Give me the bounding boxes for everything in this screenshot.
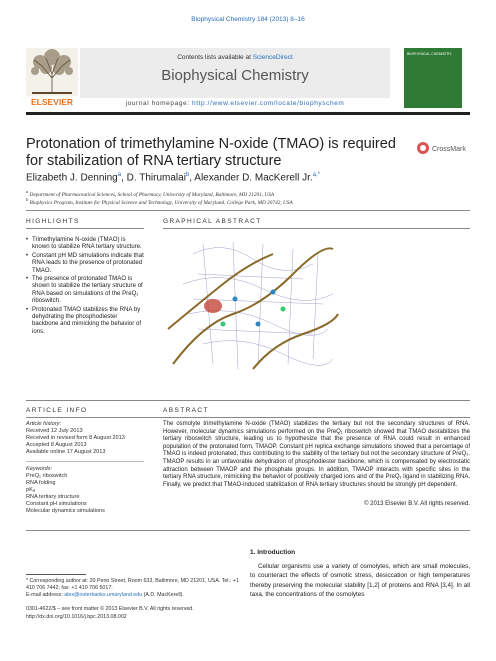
history-entry: Available online 17 August 2013 [26, 449, 106, 455]
journal-cover-title: BIOPHYSICAL CHEMISTRY [407, 52, 452, 56]
author-affiliation-mark[interactable]: a [117, 172, 122, 178]
crossmark-label: CrossMark [432, 146, 466, 153]
introduction-heading: 1. Introduction [250, 549, 296, 556]
affiliation [26, 197, 466, 206]
affiliation-mark: b [26, 197, 29, 202]
header-rule [26, 112, 470, 115]
author-affiliation-mark[interactable]: a,* [312, 172, 321, 178]
keyword: RNA tertiary structure [26, 494, 80, 500]
divider [26, 400, 470, 401]
elsevier-wordmark: ELSEVIER [30, 97, 74, 107]
issn-line: 0301-4622/$ – see front matter © 2013 Elsevier B.V. All rights reserved. [26, 606, 194, 612]
keyword: PreQ₁ riboswitch [26, 473, 68, 479]
keyword: RNA folding [26, 480, 56, 486]
email-suffix: (A.D. MacKerell). [142, 592, 184, 598]
sciencedirect-link[interactable]: ScienceDirect [252, 54, 293, 61]
divider [163, 228, 470, 229]
affiliation-text: Biophysics Program, Institute for Physical Science and Technology, University of Maryland, College Park, MD 20742, USA [29, 199, 293, 206]
keyword: Molecular dynamics simulations [26, 508, 105, 514]
keyword: Constant pH simulations [26, 501, 87, 507]
doi-link[interactable]: http://dx.doi.org/10.1016/j.bpc.2013.08.002 [26, 614, 127, 620]
highlights-heading: HIGHLIGHTS [26, 218, 80, 225]
contents-prefix: Contents lists available at [177, 54, 253, 61]
journal-cover-thumbnail[interactable] [404, 48, 462, 108]
journal-homepage [80, 100, 390, 107]
email-note [26, 592, 241, 599]
article-title: Protonation of trimethylamine N-oxide (TMAO) is required for stabilization of RNA tertiary structure [26, 136, 396, 169]
divider [26, 530, 470, 531]
abstract-text: The osmolyte trimethylamine N-oxide (TMAO) stabilizes the tertiary but not the secondary structures of RNA. However, molecular dynamics simulations performed on the PreQ₁ riboswitch showed that TMAO destabilizes the tertiary riboswitch structure, leading us to hypothesize that the presence of RNA could result in enhanced population of the protonated form, TMAOP. Constant pH replica exchange simulations showed that a percentage of TMAO is indeed protonated, thus contributing to the stability of the tertiary but not the secondary structure of PreQ₁. TMAOP results in an unfavorable dehydration of phosphodiester backbone, which is compensated by electrostatic attraction between TMAOP and the phosphate groups. In addition, TMAOP interacts with specific sites in the tertiary RNA structure, mimicking the behavior of positively charged ions and of the PreQ₁ ligand in stabilizing RNA. Finally, we predict that TMAO-induced stabilization of RNA tertiary structures should be strongly pH dependent. [163, 421, 470, 488]
keywords-label: Keywords: [26, 466, 53, 472]
affiliation-text: Department of Pharmaceutical Sciences, School of Pharmacy, University of Maryland, Baltimore, MD 21201, USA [29, 191, 275, 198]
email-prefix: E-mail address: [26, 592, 65, 598]
corresponding-author-note: * Corresponding author at: 20 Penn Street, Room 633, Baltimore, MD 21201, USA. Tel.: +1 410 706 7442; fax: +1 410 706 5017. [26, 578, 239, 591]
author-name[interactable]: Alexander D. MacKerell Jr. [194, 172, 313, 184]
author-name[interactable]: Elizabeth J. Denning [26, 172, 118, 184]
article-history-label: Article history: [26, 421, 62, 427]
abstract-heading: ABSTRACT [163, 407, 209, 414]
article-info-heading: ARTICLE INFO [26, 407, 88, 414]
highlight-item: • Protonated TMAO stabilizes the RNA by dehydrating the phosphodiester backbone and mimicking the behavior of ions. [26, 306, 144, 336]
crossmark-icon[interactable] [416, 141, 474, 155]
homepage-prefix: journal homepage: [125, 100, 193, 107]
affiliation-mark: a [26, 189, 29, 194]
copyright-notice: © 2013 Elsevier B.V. All rights reserved. [364, 501, 470, 507]
highlight-item: • The presence of protonated TMAO is shown to stabilize the tertiary structure of RNA based on simulations of the PreQ₁ riboswitch. [26, 275, 144, 305]
author-separator: , [189, 172, 195, 184]
highlight-item: • Constant pH MD simulations indicate that RNA leads to the presence of protonated TMAO. [26, 252, 144, 274]
history-entry: Received in revised form 8 August 2013 [26, 435, 125, 441]
keyword: pKₐ [26, 487, 35, 493]
graphical-abstract-image[interactable] [163, 234, 339, 374]
divider [26, 461, 144, 462]
graphical-abstract-heading: GRAPHICAL ABSTRACT [163, 218, 262, 225]
author-list [26, 172, 456, 183]
highlight-item: • Trimethylamine N-oxide (TMAO) is known to stabilize RNA tertiary structure. [26, 236, 144, 251]
divider [26, 228, 144, 229]
divider [26, 417, 470, 418]
introduction-text: Cellular organisms use a variety of osmolytes, which are small molecules, to counteract the effects of osmotic stress, desiccation or high temperatures thereby preserving the molecular stability [1,2] of proteins and RNA [3,4]. In all taxa, the concentrations of the osmolytes [250, 563, 470, 599]
contents-line [80, 54, 390, 61]
author-name[interactable]: D. Thirumalai [126, 172, 186, 184]
homepage-link[interactable]: http://www.elsevier.com/locate/biophyschem [192, 100, 345, 107]
author-separator: , [121, 172, 127, 184]
highlights-list [26, 236, 144, 336]
history-entry: Received 12 July 2013 [26, 428, 83, 434]
journal-title: Biophysical Chemistry [161, 67, 309, 84]
footnote-rule [26, 574, 86, 575]
journal-reference[interactable]: Biophysical Chemistry 184 (2013) 8–16 [191, 16, 305, 23]
email-link[interactable]: alex@outerbanks.umaryland.edu [64, 592, 143, 598]
author-affiliation-mark[interactable]: b [185, 172, 190, 178]
history-entry: Accepted 8 August 2013 [26, 442, 87, 448]
divider [26, 210, 470, 211]
